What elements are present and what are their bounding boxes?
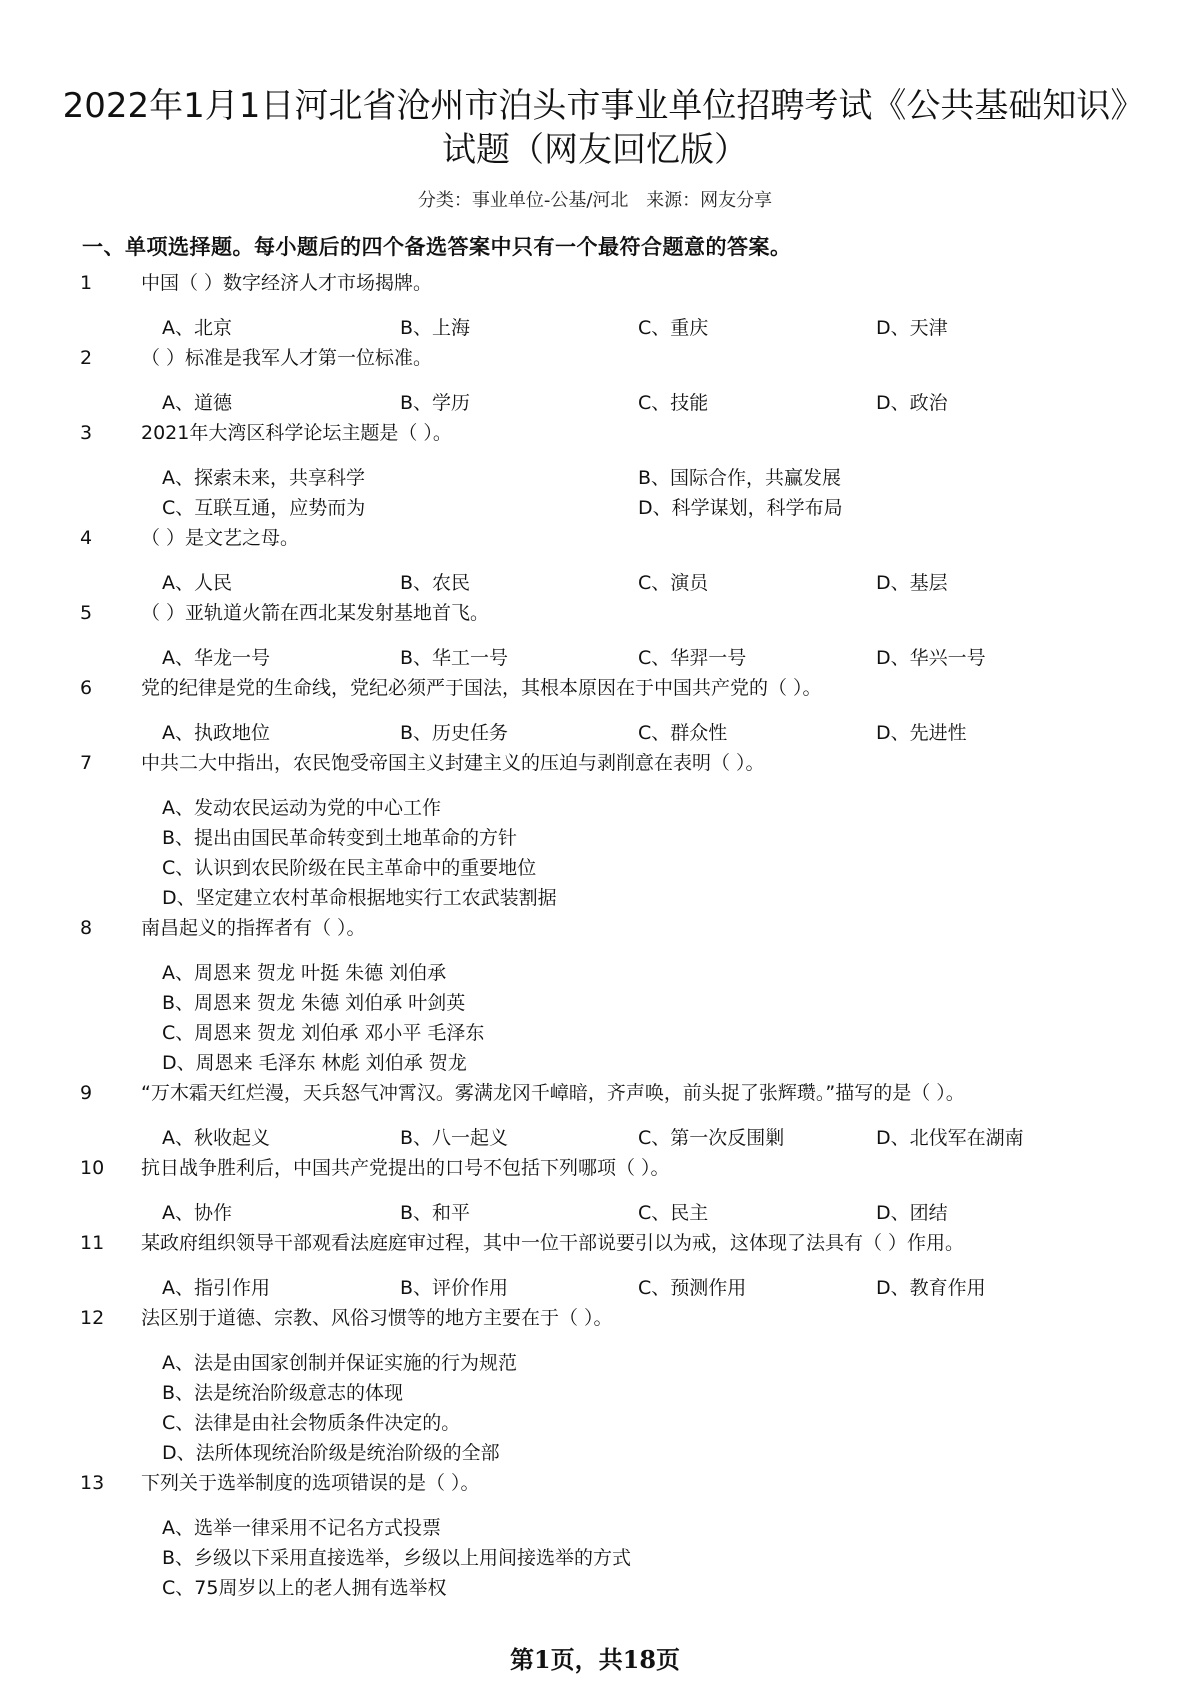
option-row — [0, 988, 1190, 1018]
question-number: 9 — [80, 1082, 93, 1104]
question-item — [0, 1468, 1190, 1603]
question-stem — [0, 418, 1190, 448]
answer-option: B、评价作用 — [400, 1277, 509, 1299]
question-number: 2 — [80, 347, 93, 369]
question-stem — [0, 1153, 1190, 1183]
answer-option: C、认识到农民阶级在民主革命中的重要地位 — [162, 857, 537, 879]
answer-option: B、和平 — [400, 1202, 471, 1224]
answer-option: A、法是由国家创制并保证实施的行为规范 — [162, 1352, 517, 1374]
question-number: 11 — [80, 1232, 105, 1254]
answer-option: B、历史任务 — [400, 722, 509, 744]
question-text: （ ）是文艺之母。 — [141, 527, 300, 549]
question-item — [0, 523, 1190, 598]
option-row — [0, 568, 1190, 598]
answer-option: A、执政地位 — [162, 722, 270, 744]
answer-option: A、北京 — [162, 317, 232, 339]
answer-option: B、学历 — [400, 392, 471, 414]
answer-option: C、互联互通，应势而为 — [162, 497, 366, 519]
option-row — [0, 1273, 1190, 1303]
answer-option: B、农民 — [400, 572, 471, 594]
option-row — [0, 493, 1190, 523]
question-number: 3 — [80, 422, 93, 444]
answer-option: C、75周岁以上的老人拥有选举权 — [162, 1577, 447, 1599]
question-stem — [0, 1078, 1190, 1108]
question-number: 10 — [80, 1157, 105, 1179]
answer-option: B、提出由国民革命转变到土地革命的方针 — [162, 827, 518, 849]
answer-option: C、周恩来 贺龙 刘伯承 邓小平 毛泽东 — [162, 1022, 485, 1044]
answer-option: B、法是统治阶级意志的体现 — [162, 1382, 404, 1404]
answer-option: D、团结 — [876, 1202, 948, 1224]
option-row — [0, 1378, 1190, 1408]
answer-option: D、先进性 — [876, 722, 967, 744]
option-row — [0, 1018, 1190, 1048]
question-number: 5 — [80, 602, 93, 624]
question-text: 下列关于选举制度的选项错误的是（ ）。 — [141, 1472, 480, 1494]
question-item — [0, 343, 1190, 418]
answer-option: B、国际合作，共赢发展 — [638, 467, 842, 489]
question-stem — [0, 268, 1190, 298]
answer-option: C、预测作用 — [638, 1277, 747, 1299]
answer-option: D、法所体现统治阶级是统治阶级的全部 — [162, 1442, 500, 1464]
option-row — [0, 1513, 1190, 1543]
question-item — [0, 418, 1190, 523]
question-stem — [0, 913, 1190, 943]
category-label: 分类：事业单位-公基/河北 — [417, 190, 629, 211]
option-row — [0, 718, 1190, 748]
question-stem — [0, 748, 1190, 778]
answer-option: D、北伐军在湖南 — [876, 1127, 1024, 1149]
question-stem — [0, 1468, 1190, 1498]
option-row — [0, 823, 1190, 853]
option-row — [0, 853, 1190, 883]
question-number: 4 — [80, 527, 93, 549]
answer-option: A、周恩来 贺龙 叶挺 朱德 刘伯承 — [162, 962, 447, 984]
answer-option: D、教育作用 — [876, 1277, 986, 1299]
answer-option: D、科学谋划，科学布局 — [638, 497, 843, 519]
answer-option: A、秋收起义 — [162, 1127, 270, 1149]
question-item — [0, 1228, 1190, 1303]
question-stem — [0, 1228, 1190, 1258]
answer-option: C、法律是由社会物质条件决定的。 — [162, 1412, 461, 1434]
answer-option: D、华兴一号 — [876, 647, 986, 669]
answer-option: D、政治 — [876, 392, 948, 414]
answer-option: A、道德 — [162, 392, 232, 414]
question-text: 2021年大湾区科学论坛主题是（ ）。 — [141, 422, 452, 444]
question-number: 13 — [80, 1472, 105, 1494]
option-row — [0, 1123, 1190, 1153]
question-number: 12 — [80, 1307, 105, 1329]
answer-option: D、坚定建立农村革命根据地实行工农武装割据 — [162, 887, 557, 909]
option-row — [0, 1048, 1190, 1078]
question-stem — [0, 673, 1190, 703]
answer-option: C、演员 — [638, 572, 709, 594]
question-stem — [0, 523, 1190, 553]
question-list — [0, 268, 1190, 1603]
source-label: 来源：网友分享 — [646, 190, 773, 211]
answer-option: A、人民 — [162, 572, 232, 594]
question-item — [0, 673, 1190, 748]
question-item — [0, 913, 1190, 1078]
document-title: 2022年1月1日河北省沧州市泊头市事业单位招聘考试《公共基础知识》试题（网友回忆版） — [62, 86, 1128, 170]
question-text: 党的纪律是党的生命线，党纪必须严于国法，其根本原因在于中国共产党的（ ）。 — [141, 677, 822, 699]
answer-option: C、群众性 — [638, 722, 728, 744]
option-row — [0, 643, 1190, 673]
question-stem — [0, 343, 1190, 373]
answer-option: C、第一次反围剿 — [638, 1127, 785, 1149]
option-row — [0, 1348, 1190, 1378]
answer-option: B、华工一号 — [400, 647, 509, 669]
question-text: 南昌起义的指挥者有（ ）。 — [141, 917, 366, 939]
option-row — [0, 793, 1190, 823]
question-text: （ ）标准是我军人才第一位标准。 — [141, 347, 433, 369]
question-number: 7 — [80, 752, 93, 774]
option-row — [0, 313, 1190, 343]
answer-option: D、基层 — [876, 572, 948, 594]
answer-option: B、乡级以下采用直接选举，乡级以上用间接选举的方式 — [162, 1547, 632, 1569]
question-text: “万木霜天红烂漫，天兵怒气冲霄汉。雾满龙冈千嶂暗，齐声唤，前头捉了张辉瓒。”描写的是（ ）。 — [141, 1082, 965, 1104]
question-item — [0, 748, 1190, 913]
option-row — [0, 463, 1190, 493]
question-text: 抗日战争胜利后，中国共产党提出的口号不包括下列哪项（ ）。 — [141, 1157, 670, 1179]
question-number: 1 — [80, 272, 93, 294]
answer-option: B、上海 — [400, 317, 471, 339]
question-text: 法区别于道德、宗教、风俗习惯等的地方主要在于（ ）。 — [141, 1307, 613, 1329]
page-footer: 第1页，共18页 — [509, 1645, 681, 1674]
answer-option: C、华羿一号 — [638, 647, 747, 669]
question-item — [0, 1303, 1190, 1468]
document-meta — [0, 186, 1190, 212]
answer-option: A、指引作用 — [162, 1277, 270, 1299]
answer-option: C、民主 — [638, 1202, 709, 1224]
answer-option: D、周恩来 毛泽东 林彪 刘伯承 贺龙 — [162, 1052, 467, 1074]
question-item — [0, 1153, 1190, 1228]
option-row — [0, 1438, 1190, 1468]
question-item — [0, 268, 1190, 343]
answer-option: B、八一起义 — [400, 1127, 509, 1149]
question-text: 中国（ ）数字经济人才市场揭牌。 — [141, 272, 433, 294]
option-row — [0, 883, 1190, 913]
question-stem — [0, 1303, 1190, 1333]
answer-option: A、华龙一号 — [162, 647, 270, 669]
option-row — [0, 1543, 1190, 1573]
answer-option: A、探索未来，共享科学 — [162, 467, 365, 489]
question-number: 6 — [80, 677, 93, 699]
question-text: （ ）亚轨道火箭在西北某发射基地首飞。 — [141, 602, 490, 624]
question-item — [0, 1078, 1190, 1153]
answer-option: A、选举一律采用不记名方式投票 — [162, 1517, 441, 1539]
answer-option: A、发动农民运动为党的中心工作 — [162, 797, 441, 819]
question-stem — [0, 598, 1190, 628]
question-item — [0, 598, 1190, 673]
section-heading: 一、单项选择题。每小题后的四个备选答案中只有一个最符合题意的答案。 — [82, 235, 792, 259]
answer-option: C、技能 — [638, 392, 709, 414]
option-row — [0, 1408, 1190, 1438]
answer-option: D、天津 — [876, 317, 948, 339]
answer-option: A、协作 — [162, 1202, 232, 1224]
option-row — [0, 1573, 1190, 1603]
question-text: 中共二大中指出，农民饱受帝国主义封建主义的压迫与剥削意在表明（ ）。 — [141, 752, 765, 774]
question-number: 8 — [80, 917, 93, 939]
option-row — [0, 958, 1190, 988]
answer-option: C、重庆 — [638, 317, 709, 339]
option-row — [0, 1198, 1190, 1228]
option-row — [0, 388, 1190, 418]
answer-option: B、周恩来 贺龙 朱德 刘伯承 叶剑英 — [162, 992, 466, 1014]
question-text: 某政府组织领导干部观看法庭庭审过程，其中一位干部说要引以为戒，这体现了法具有（ ）作用。 — [141, 1232, 965, 1254]
